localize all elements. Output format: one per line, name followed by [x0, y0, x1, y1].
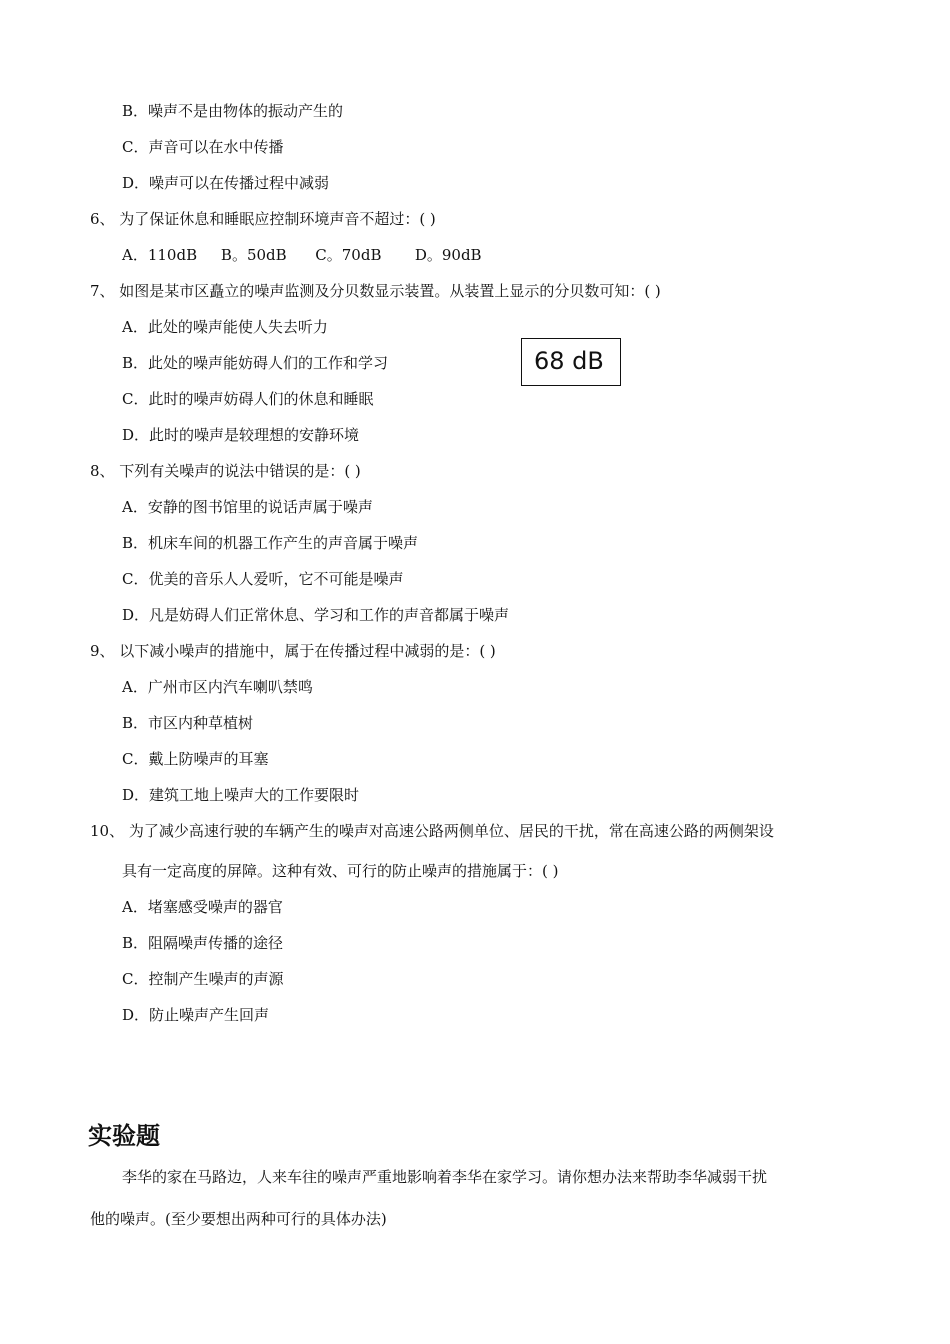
q5-option-c: C．声音可以在水中传播	[122, 138, 284, 156]
q10-stem-line2: 具有一定高度的屏障。这种有效、可行的防止噪声的措施属于：( )	[122, 862, 559, 880]
q7-stem: 7、 如图是某市区矗立的噪声监测及分贝数显示装置。从装置上显示的分贝数可知：( )	[90, 282, 661, 300]
q9-option-c: C．戴上防噪声的耳塞	[122, 750, 269, 768]
section-heading: 实验题	[88, 1122, 160, 1150]
q9-option-a: A．广州市区内汽车喇叭禁鸣	[122, 678, 313, 696]
q5-option-d: D．噪声可以在传播过程中减弱	[122, 174, 330, 192]
q7-option-c: C．此时的噪声妨碍人们的休息和睡眠	[122, 390, 374, 408]
q8-option-d: D．凡是妨碍人们正常休息、学习和工作的声音都属于噪声	[122, 606, 510, 624]
q10-option-c: C．控制产生噪声的声源	[122, 970, 284, 988]
experiment-text-line2: 他的噪声。(至少要想出两种可行的具体办法)	[90, 1210, 387, 1228]
q6-stem: 6、 为了保证休息和睡眠应控制环境声音不超过：( )	[90, 210, 436, 228]
decibel-display: 68 dB	[521, 338, 621, 386]
q10-option-b: B．阻隔噪声传播的途径	[122, 934, 284, 952]
q10-stem-line1: 10、 为了减少高速行驶的车辆产生的噪声对高速公路两侧单位、居民的干扰，常在高速公路的两侧架设	[90, 822, 774, 840]
q8-option-b: B．机床车间的机器工作产生的声音属于噪声	[122, 534, 419, 552]
q8-option-a: A．安静的图书馆里的说话声属于噪声	[122, 498, 373, 516]
q9-stem: 9、 以下减小噪声的措施中，属于在传播过程中减弱的是：( )	[90, 642, 496, 660]
q7-option-d: D．此时的噪声是较理想的安静环境	[122, 426, 360, 444]
q8-option-c: C．优美的音乐人人爱听，它不可能是噪声	[122, 570, 404, 588]
q10-option-a: A．堵塞感受噪声的器官	[122, 898, 283, 916]
q6-options: A．110dB B。50dB C。70dB D。90dB	[122, 246, 482, 264]
experiment-text-line1: 李华的家在马路边，人来车往的噪声严重地影响着李华在家学习。请你想办法来帮助李华减弱干扰	[122, 1168, 768, 1186]
q10-option-d: D．防止噪声产生回声	[122, 1006, 270, 1024]
q5-option-b: B．噪声不是由物体的振动产生的	[122, 102, 344, 120]
q9-option-d: D．建筑工地上噪声大的工作要限时	[122, 786, 360, 804]
q9-option-b: B．市区内种草植树	[122, 714, 254, 732]
q7-option-b: B．此处的噪声能妨碍人们的工作和学习	[122, 354, 389, 372]
q8-stem: 8、 下列有关噪声的说法中错误的是：( )	[90, 462, 361, 480]
q7-option-a: A．此处的噪声能使人失去听力	[122, 318, 328, 336]
